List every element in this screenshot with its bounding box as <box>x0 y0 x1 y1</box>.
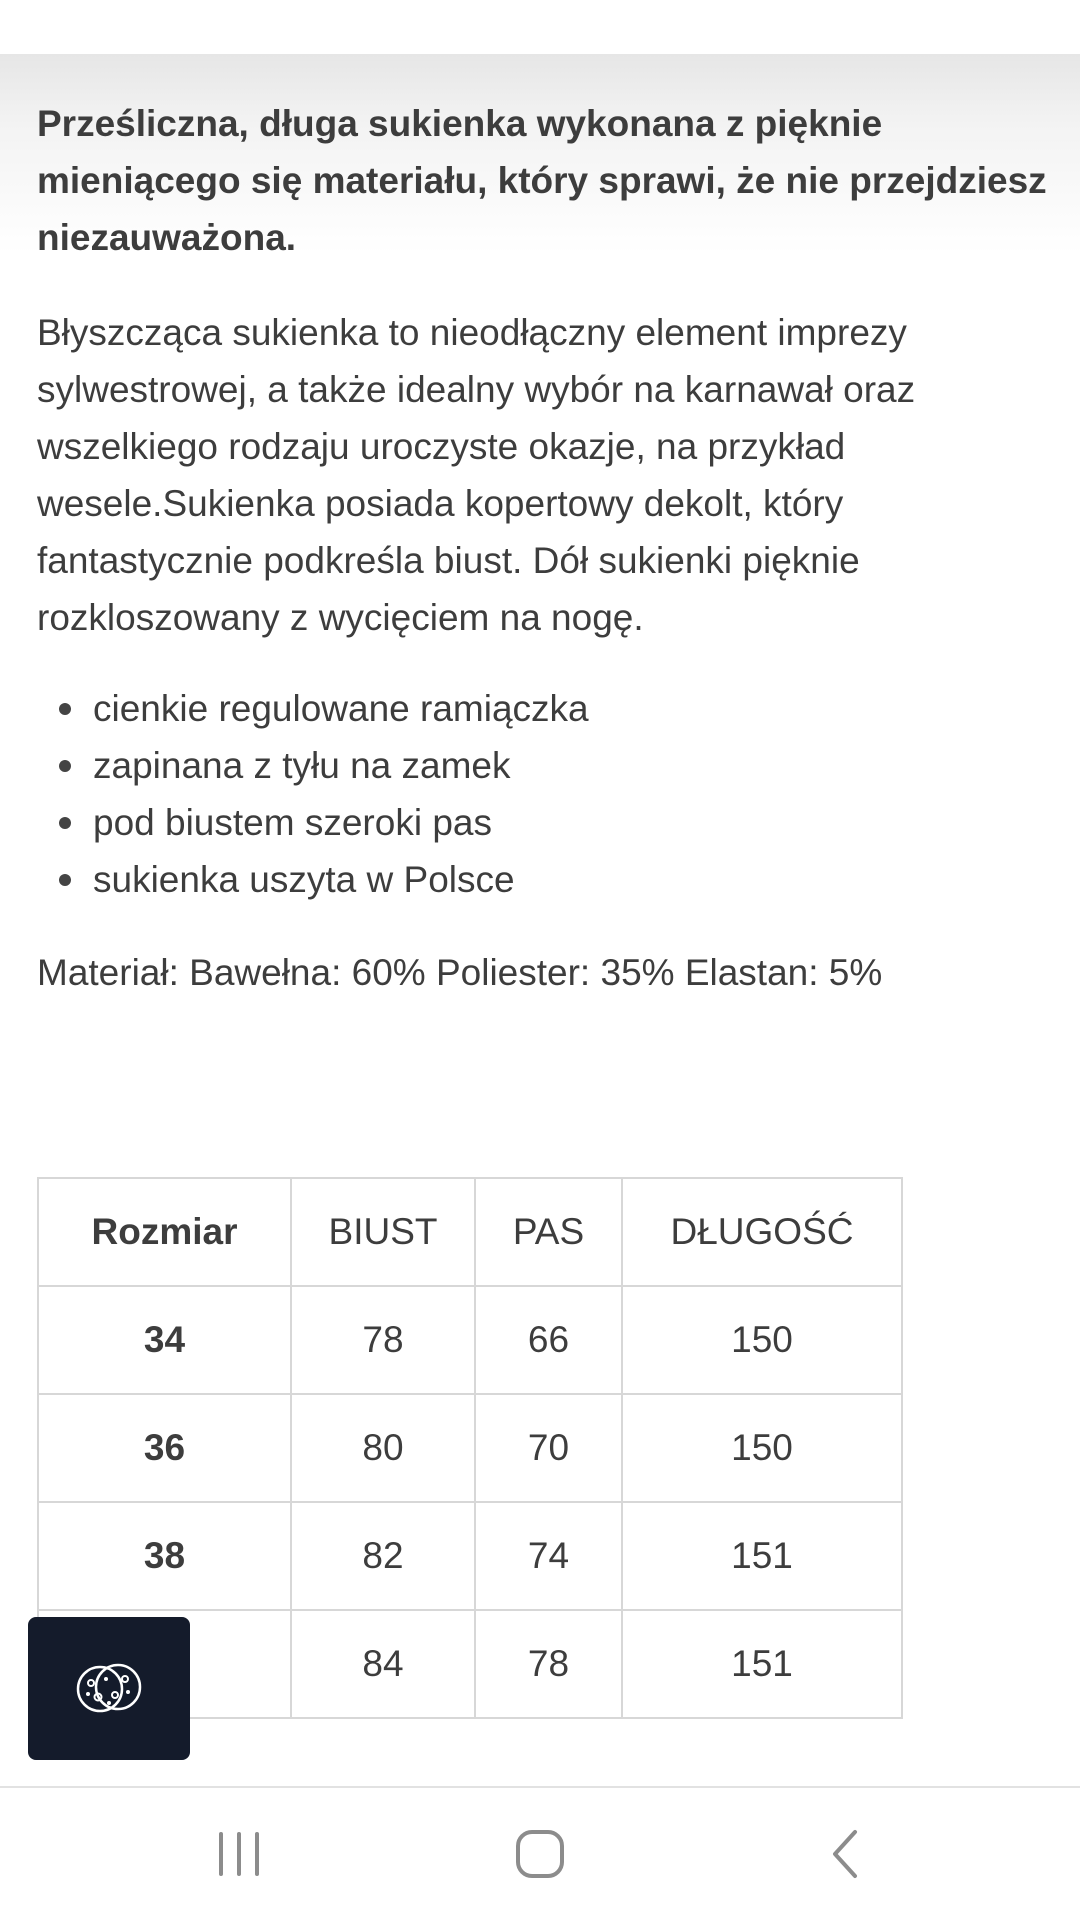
product-description <box>37 95 1047 1001</box>
system-nav-bar <box>0 1788 1080 1919</box>
header-bust: BIUST <box>291 1178 475 1286</box>
cookie-settings-button[interactable] <box>28 1617 190 1760</box>
table-row <box>38 1502 902 1610</box>
list-item <box>37 851 1047 908</box>
bust-cell: 82 <box>291 1502 475 1610</box>
feature-list <box>37 680 1047 908</box>
list-item <box>37 737 1047 794</box>
feature-text: pod biustem szeroki pas <box>93 802 492 843</box>
table-header-row <box>38 1178 902 1286</box>
size-cell: 34 <box>38 1286 291 1394</box>
waist-cell: 78 <box>475 1610 622 1718</box>
bust-cell: 78 <box>291 1286 475 1394</box>
header-size: Rozmiar <box>38 1178 291 1286</box>
material-composition: Materiał: Bawełna: 60% Poliester: 35% Elastan: 5% <box>37 952 883 993</box>
product-description-text: Błyszcząca sukienka to nieodłączny element imprezy sylwestrowej, a także idealny wybór na karnawał oraz wszelkiego rodzaju uroczyste okazje, na przykład wesele.Sukienka posiada kopertowy dekolt, który fantastycznie podkreśla biust. Dół sukienki pięknie rozkloszowany z wycięciem na nogę. <box>37 312 916 638</box>
back-icon <box>825 1828 865 1880</box>
bullet-icon <box>59 760 71 772</box>
header-waist: PAS <box>475 1178 622 1286</box>
length-cell: 151 <box>622 1502 902 1610</box>
list-item <box>37 794 1047 851</box>
feature-text: cienkie regulowane ramiączka <box>93 688 589 729</box>
bust-cell: 84 <box>291 1610 475 1718</box>
product-intro: Prześliczna, długa sukienka wykonana z pięknie mieniącego się materiału, który sprawi, że nie przejdziesz niezauważona. <box>37 103 1047 258</box>
waist-cell: 66 <box>475 1286 622 1394</box>
header-length: DŁUGOŚĆ <box>622 1178 902 1286</box>
bullet-icon <box>59 817 71 829</box>
table-row <box>38 1286 902 1394</box>
waist-cell: 74 <box>475 1502 622 1610</box>
length-cell: 150 <box>622 1286 902 1394</box>
recent-apps-button[interactable] <box>159 1788 319 1919</box>
list-item <box>37 680 1047 737</box>
length-cell: 151 <box>622 1610 902 1718</box>
feature-text: sukienka uszyta w Polsce <box>93 859 515 900</box>
bullet-icon <box>59 703 71 715</box>
length-cell: 150 <box>622 1394 902 1502</box>
bullet-icon <box>59 874 71 886</box>
size-cell: 36 <box>38 1394 291 1502</box>
feature-text: zapinana z tyłu na zamek <box>93 745 511 786</box>
bust-cell: 80 <box>291 1394 475 1502</box>
home-icon <box>514 1828 566 1880</box>
back-button[interactable] <box>765 1788 925 1919</box>
cookie-icon <box>73 1661 145 1717</box>
table-row <box>38 1394 902 1502</box>
recent-apps-icon <box>215 1830 263 1878</box>
top-bar <box>0 0 1080 54</box>
waist-cell: 70 <box>475 1394 622 1502</box>
size-cell: 38 <box>38 1502 291 1610</box>
home-button[interactable] <box>460 1788 620 1919</box>
